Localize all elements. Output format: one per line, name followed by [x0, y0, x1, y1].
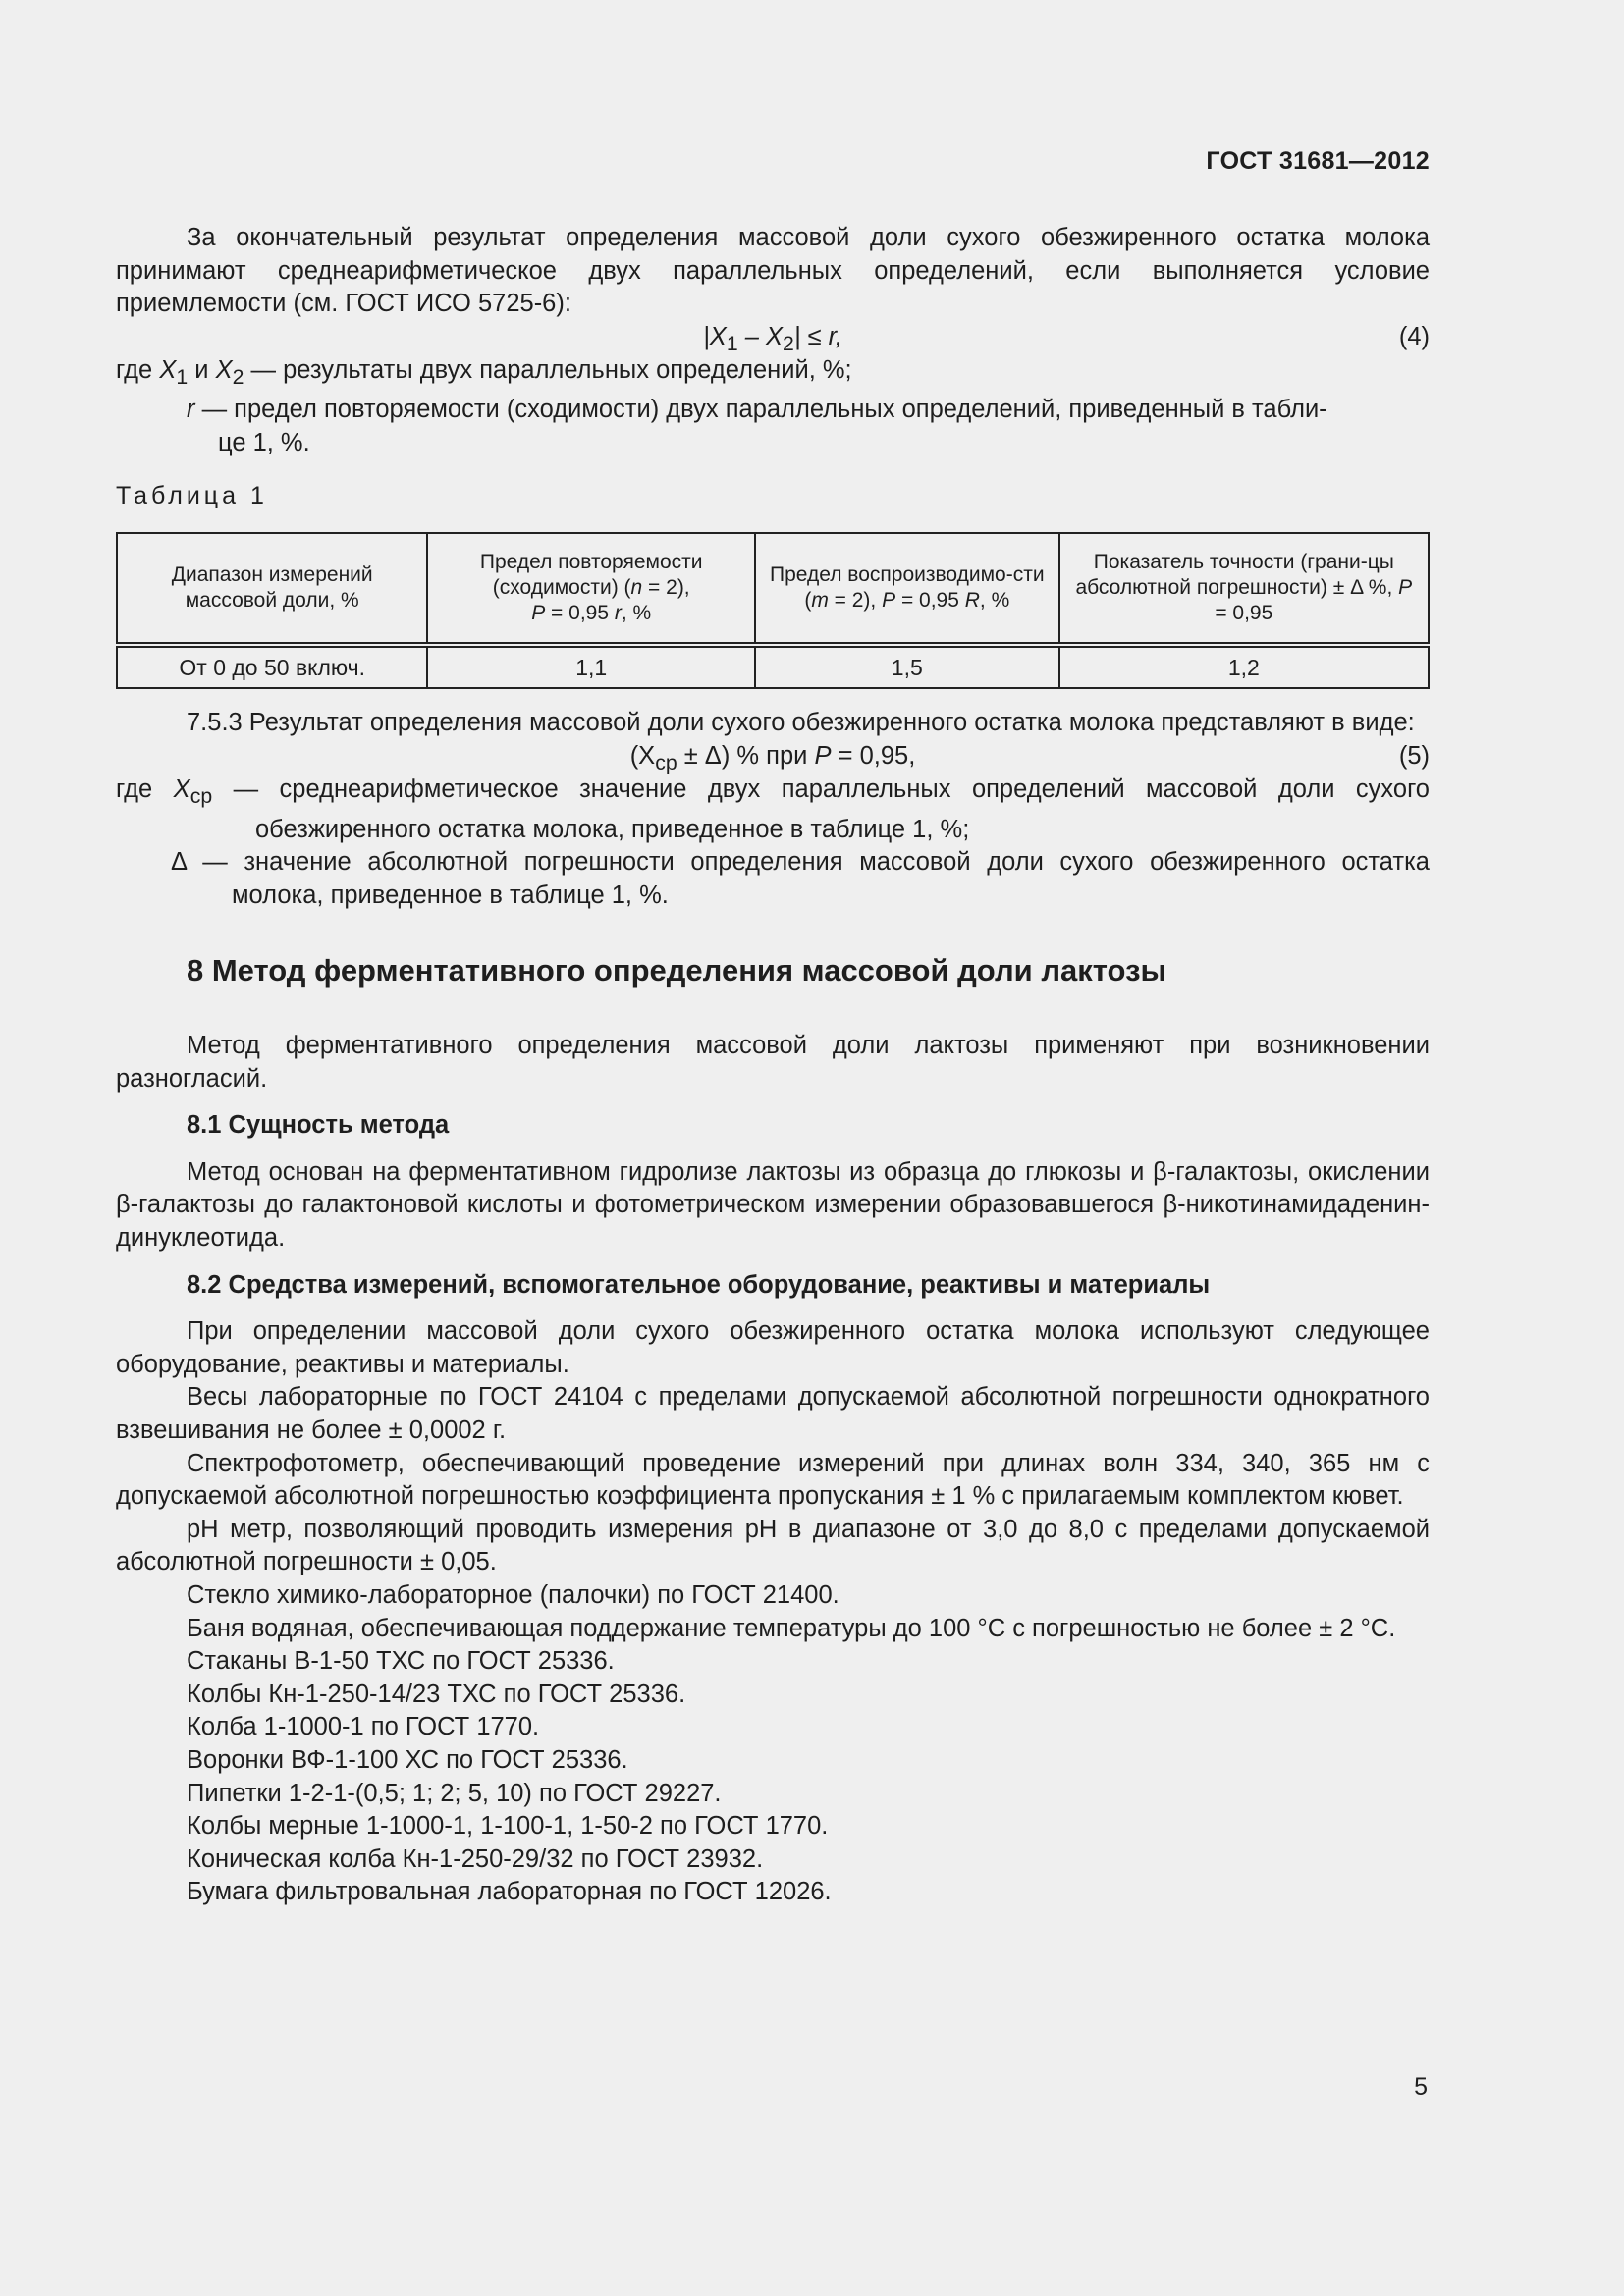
formula-5: $(X_{ср} \pm \Delta)$ % при P = 0,95, (5) — [629, 741, 1430, 774]
table-caption: Таблица 1 — [116, 481, 268, 509]
page-number: 5 — [1414, 2073, 1428, 2101]
list-item: Колбы мерные 1-1000-1, 1-100-1, 1-50-2 по ГОСТ 1770. — [187, 1812, 829, 1841]
column-header-repeatability: Предел повторяемости (сходимости) (n = 2), P = 0,95 r, % — [427, 533, 755, 645]
column-header-accuracy: Показатель точности (грани-цы абсолютной погрешности) ± Δ %, P = 0,95 — [1059, 533, 1429, 645]
list-item: рН метр, позволяющий проводить измерения рН в диапазоне от 3,0 до 8,0 с пределами допускаемой абсолютной погрешности ± 0,05. — [116, 1515, 1430, 1576]
paragraph-7-5-3: 7.5.3 Результат определения массовой доли сухого обезжиренного остатка молока представляют в виде: — [187, 709, 1415, 737]
list-item: Спектрофотометр, обеспечивающий проведение измерений при длинах волн 334, 340, 365 нм с допускаемой абсолютной погрешностью коэффициента пропускания ± 1 % с прилагаемым комплектом кювет. — [116, 1449, 1430, 1511]
formula-number: (4) — [1398, 322, 1430, 350]
table-row — [117, 645, 1429, 688]
list-item: Пипетки 1-2-1-(0,5; 1; 2; 5, 10) по ГОСТ 29227. — [187, 1779, 722, 1807]
list-item: Воронки ВФ-1-100 ХС по ГОСТ 25336. — [187, 1745, 628, 1774]
formula-number: (5) — [1398, 741, 1430, 770]
formula-4-definitions — [116, 354, 1430, 460]
list-item: Бумага фильтровальная лабораторная по ГОСТ 12026. — [187, 1878, 832, 1906]
list-item: Весы лабораторные по ГОСТ 24104 с пределами допускаемой абсолютной погрешности однократного взвешивания не более ± 0,0002 г. — [116, 1383, 1430, 1444]
paragraph-result: За окончательный результат определения массовой доли сухого обезжиренного остатка молока принимают среднеарифметическое двух параллельных определений, если выполняется условие приемлемости (см. ГОСТ ИСО 5725-6): — [116, 224, 1430, 318]
column-header-reproducibility: Предел воспроизводимо-сти (m = 2), P = 0,95 R, % — [755, 533, 1059, 645]
list-item: Стекло химико-лабораторное (палочки) по ГОСТ 21400. — [187, 1580, 839, 1609]
section-8-intro: Метод ферментативного определения массовой доли лактозы применяют при возникновении разногласий. — [116, 1032, 1430, 1093]
column-header-range: Диапазон измерений массовой доли, % — [117, 533, 427, 645]
document-id: ГОСТ 31681—2012 — [1206, 147, 1430, 175]
list-item: Стаканы В-1-50 ТХС по ГОСТ 25336. — [187, 1647, 615, 1676]
cell-r: 1,1 — [427, 645, 755, 688]
list-item: Колбы Кн-1-250-14/23 ТХС по ГОСТ 25336. — [187, 1680, 686, 1708]
page-content — [116, 222, 1430, 1909]
formula-5-definitions — [116, 774, 1430, 912]
list-item: Коническая колба Кн-1-250-29/32 по ГОСТ 23932. — [187, 1844, 764, 1873]
list-item: Колба 1-1000-1 по ГОСТ 1770. — [187, 1713, 540, 1741]
definition-x-avg: где $X_{ср}$ — среднеарифметическое значение двух параллельных определений массовой доли сухого обезжиренного остатка молока, приведенное в таблице 1, %; — [116, 774, 1430, 843]
table-1 — [116, 532, 1430, 689]
cell-R: 1,5 — [755, 645, 1059, 688]
cell-delta: 1,2 — [1059, 645, 1429, 688]
definition-r: r — предел повторяемости (сходимости) двух параллельных определений, приведенный в табли- це 1, %. — [187, 396, 1327, 457]
section-8-2-list — [116, 1315, 1430, 1909]
cell-range: От 0 до 50 включ. — [117, 645, 427, 688]
section-8-title: 8 Метод ферментативного определения массовой доли лактозы — [187, 953, 1166, 988]
section-8-1-text: Метод основан на ферментативном гидролизе лактозы из образца до глюкозы и β-галактозы, окислении β-галактозы до галактоновой кислоты и фотометрическом измерении образовавшегося β-никотинамидаденин-динуклеотида. — [116, 1157, 1430, 1252]
list-item: При определении массовой доли сухого обезжиренного остатка молока используют следующее оборудование, реактивы и материалы. — [116, 1317, 1430, 1378]
definition-delta: Δ — значение абсолютной погрешности определения массовой доли сухого обезжиренного остатка молока, приведенное в таблице 1, %. — [171, 848, 1430, 909]
formula-4: $|X_1 - X_2| \le r$, (4) — [703, 322, 1430, 355]
section-8-2-title: 8.2 Средства измерений, вспомогательное оборудование, реактивы и материалы — [187, 1270, 1211, 1299]
section-8-1-title: 8.1 Сущность метода — [187, 1111, 450, 1140]
definition-x1-x2: где $X_1$ и $X_2$ — результаты двух параллельных определений, %; — [116, 355, 852, 389]
list-item: Баня водяная, обеспечивающая поддержание температуры до 100 °С с погрешностью не более ± 2 °С. — [187, 1614, 1396, 1642]
